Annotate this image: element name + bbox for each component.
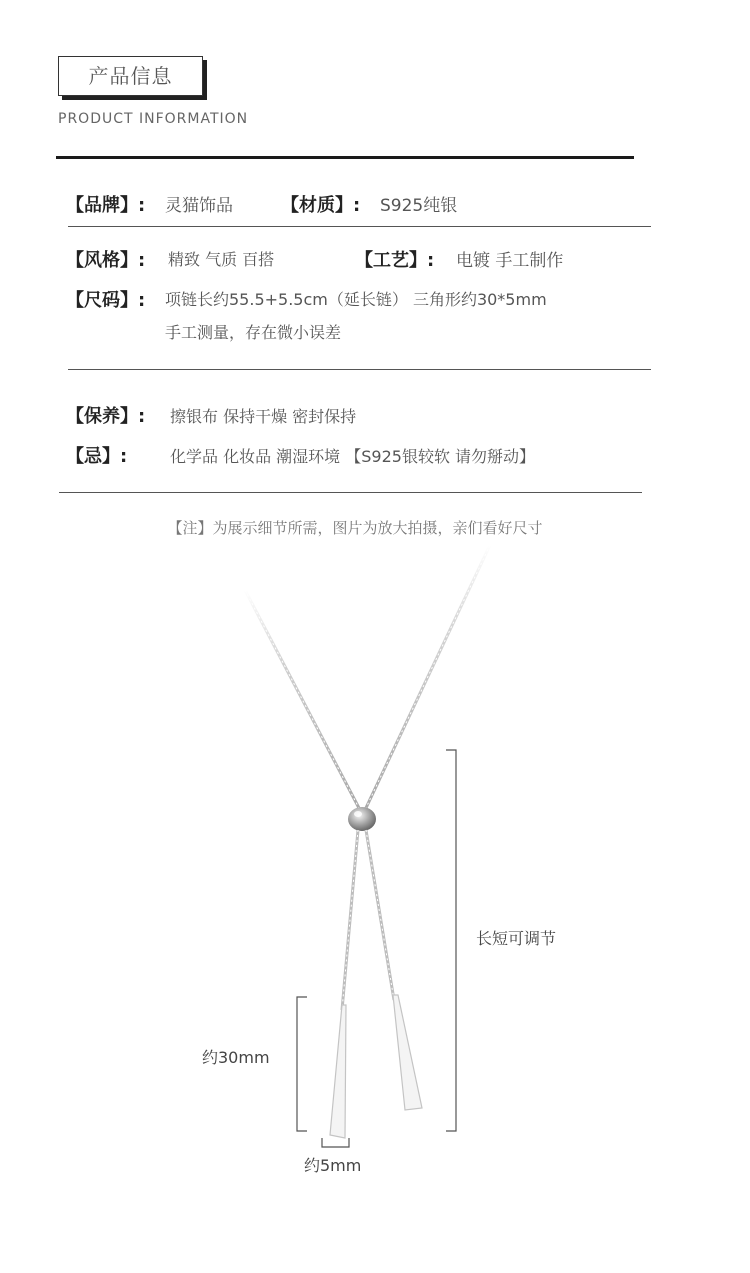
chain-lower-left [342,830,358,1010]
divider-3 [59,492,642,493]
chain-upper-left [245,590,360,810]
craft-value: 电镀 手工制作 [456,251,564,271]
right-triangle-pendant-icon [393,995,422,1110]
chain-upper-right [365,545,490,810]
length-bracket [297,997,307,1131]
section-title: 产品信息 [88,64,173,88]
size-value-line1: 项链长约55.5+5.5cm（延长链） 三角形约30*5mm [165,290,547,309]
left-triangle-pendant-icon [330,1005,346,1138]
chain-lower-right [366,830,394,1000]
necklace-illustration-icon [0,540,750,1180]
size-value-line2: 手工测量，存在微小误差 [165,323,342,342]
style-value: 精致 气质 百搭 [168,250,275,269]
width-bracket [322,1138,349,1147]
avoid-label: 【忌】: [66,446,128,467]
size-label: 【尺码】: [66,290,146,311]
divider-2 [68,369,651,370]
material-label: 【材质】: [281,195,361,216]
material-value: S925纯银 [380,196,458,216]
length-label: 约30mm [202,1048,270,1067]
size-note: 【注】为展示细节所需，图片为放大拍摄，亲们看好尺寸 [167,519,543,537]
adjustable-label: 长短可调节 [476,929,557,948]
care-value: 擦银布 保持干燥 密封保持 [170,407,357,426]
section-subtitle: PRODUCT INFORMATION [58,111,249,127]
header-divider [56,156,634,159]
brand-value: 灵猫饰品 [165,196,233,216]
care-label: 【保养】: [66,406,146,427]
adjustable-bracket [446,750,456,1131]
avoid-value: 化学品 化妆品 潮湿环境 【S925银较软 请勿掰动】 [170,447,536,466]
brand-label: 【品牌】: [66,195,146,216]
style-label: 【风格】: [66,250,146,271]
slider-bead-icon [348,807,376,831]
width-label: 约5mm [304,1156,362,1175]
divider-1 [68,226,651,227]
craft-label: 【工艺】: [355,250,435,271]
